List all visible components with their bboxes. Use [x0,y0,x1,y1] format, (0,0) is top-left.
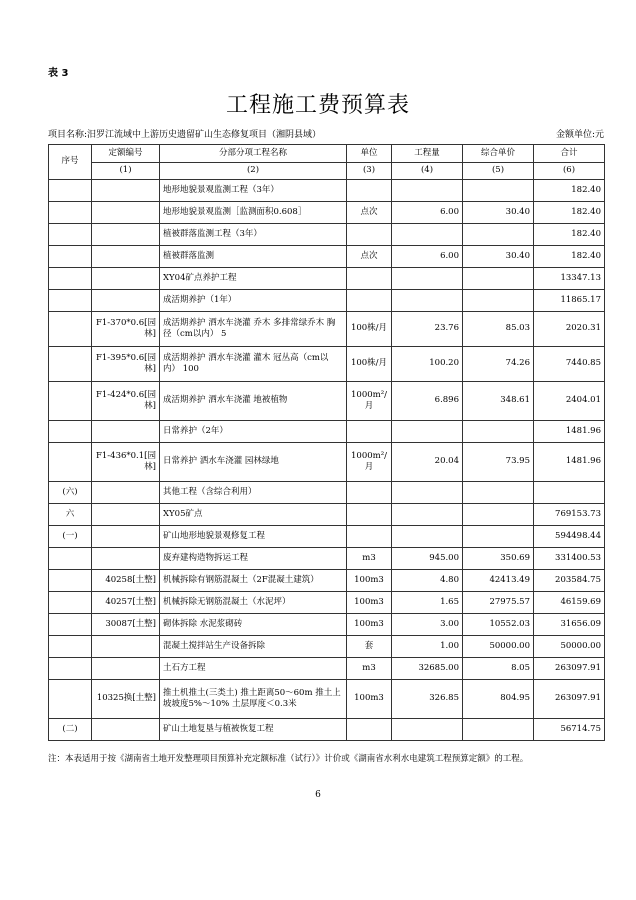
cell-name: 矿山地形地貌景观修复工程 [160,526,347,548]
cell-code: F1-424*0.6[园林] [92,382,160,421]
cell-total: 2020.31 [534,312,605,347]
cell-index [49,421,92,443]
cell-price: 85.03 [463,312,534,347]
cell-total: 263097.91 [534,658,605,680]
cell-code [92,636,160,658]
cell-index [49,592,92,614]
cell-qty: 100.20 [392,347,463,382]
header-item: 分部分项工程名称 [160,145,347,163]
cell-unit [347,421,392,443]
header-qty: 工程量 [392,145,463,163]
cell-qty: 23.76 [392,312,463,347]
cell-total: 13347.13 [534,268,605,290]
cell-index [49,202,92,224]
cell-name: 机械拆除有钢筋混凝土（2F混凝土建筑） [160,570,347,592]
cell-index [49,224,92,246]
meta-row [48,127,604,140]
cell-index [49,443,92,482]
table-row [49,421,605,443]
cell-code: F1-436*0.1[园林] [92,443,160,482]
cell-index [49,290,92,312]
cell-unit [347,719,392,741]
cell-qty: 6.00 [392,246,463,268]
cell-total: 331400.53 [534,548,605,570]
project-name: 项目名称:汨罗江流域中上游历史遗留矿山生态修复项目（湘阴县域） [48,130,322,140]
cell-qty [392,504,463,526]
cell-price: 10552.03 [463,614,534,636]
cell-total: 182.40 [534,180,605,202]
table-row [49,504,605,526]
cell-code: 30087[土整] [92,614,160,636]
table-row [49,614,605,636]
header-price: 综合单价 [463,145,534,163]
table-row [49,636,605,658]
cell-index: (一) [49,526,92,548]
cell-unit: 100m3 [347,592,392,614]
cell-index [49,658,92,680]
cell-code: F1-395*0.6[园林] [92,347,160,382]
cell-code [92,482,160,504]
cell-unit: 100株/月 [347,347,392,382]
cell-code [92,180,160,202]
cell-name: 日常养护（2年） [160,421,347,443]
cell-unit: 1000m²/月 [347,443,392,482]
cell-index [49,246,92,268]
cell-price: 8.05 [463,658,534,680]
header-index: 序号 [49,145,92,180]
table-row [49,246,605,268]
cell-price [463,290,534,312]
cell-unit: 点次 [347,202,392,224]
cell-index [49,548,92,570]
cell-index [49,680,92,719]
cell-total: 2404.01 [534,382,605,421]
header-num-total: (6) [534,163,605,180]
cell-unit [347,268,392,290]
cell-price [463,504,534,526]
cell-price: 42413.49 [463,570,534,592]
cell-qty: 945.00 [392,548,463,570]
cell-code [92,246,160,268]
cell-name: 土石方工程 [160,658,347,680]
cell-name: 机械拆除无钢筋混凝土（水泥坪） [160,592,347,614]
cell-qty: 20.04 [392,443,463,482]
cell-code [92,202,160,224]
currency-unit: 金额单位:元 [555,130,604,140]
cell-price: 804.95 [463,680,534,719]
cell-code [92,224,160,246]
cell-code [92,290,160,312]
cell-unit [347,290,392,312]
cell-price: 73.95 [463,443,534,482]
budget-table [48,144,605,741]
cell-total: 46159.69 [534,592,605,614]
table-row [49,719,605,741]
cell-price [463,482,534,504]
cell-total: 182.40 [534,202,605,224]
cell-name: 植被群落监测 [160,246,347,268]
table-row [49,592,605,614]
cell-unit [347,224,392,246]
cell-name: 成活期养护 洒水车浇灌 地被植物 [160,382,347,421]
cell-name: 推土机推土(三类土) 推土距离50～60m 推土上坡坡度5%～10% 土层厚度＜0.3米 [160,680,347,719]
cell-qty: 6.00 [392,202,463,224]
cell-name: 成活期养护（1年） [160,290,347,312]
table-label: 表 3 [48,68,69,79]
cell-qty [392,224,463,246]
table-row [49,526,605,548]
cell-code [92,719,160,741]
header-num-unit: (3) [347,163,392,180]
cell-total: 263097.91 [534,680,605,719]
cell-price: 350.69 [463,548,534,570]
cell-unit: 100株/月 [347,312,392,347]
cell-qty: 6.896 [392,382,463,421]
cell-price: 50000.00 [463,636,534,658]
cell-price: 30.40 [463,202,534,224]
table-row [49,224,605,246]
cell-qty: 3.00 [392,614,463,636]
cell-code [92,658,160,680]
cell-qty [392,719,463,741]
table-row [49,347,605,382]
cell-name: 混凝土搅拌站生产设备拆除 [160,636,347,658]
cell-unit: 100m3 [347,570,392,592]
page-title: 工程施工费预算表 [225,93,410,118]
cell-name: XY04矿点养护工程 [160,268,347,290]
cell-qty [392,526,463,548]
cell-index [49,268,92,290]
cell-qty: 1.00 [392,636,463,658]
cell-unit [347,482,392,504]
cell-index [49,180,92,202]
cell-total: 769153.73 [534,504,605,526]
cell-qty: 4.80 [392,570,463,592]
table-row [49,202,605,224]
cell-name: XY05矿点 [160,504,347,526]
cell-index [49,570,92,592]
cell-qty [392,421,463,443]
cell-qty: 326.85 [392,680,463,719]
cell-total: 182.40 [534,224,605,246]
header-num-item: (2) [160,163,347,180]
cell-name: 地形地貌景观监测工程（3年） [160,180,347,202]
cell-code: 40258[土整] [92,570,160,592]
cell-name: 废弃建构造物拆运工程 [160,548,347,570]
cell-name: 植被群落监测工程（3年） [160,224,347,246]
cell-unit: 100m3 [347,680,392,719]
cell-total: 56714.75 [534,719,605,741]
header-total: 合计 [534,145,605,163]
cell-name: 成活期养护 洒水车浇灌 灌木 冠丛高（cm以内） 100 [160,347,347,382]
cell-total: 1481.96 [534,443,605,482]
cell-code [92,268,160,290]
cell-price [463,421,534,443]
cell-code: 10325换[土整] [92,680,160,719]
header-num-price: (5) [463,163,534,180]
table-row [49,290,605,312]
cell-code [92,548,160,570]
cell-qty [392,180,463,202]
cell-unit: 套 [347,636,392,658]
cell-index [49,382,92,421]
page-number: 6 [315,790,321,800]
cell-name: 日常养护 洒水车浇灌 园林绿地 [160,443,347,482]
table-row [49,268,605,290]
cell-total: 7440.85 [534,347,605,382]
cell-index: (二) [49,719,92,741]
table-row [49,570,605,592]
cell-unit: 100m3 [347,614,392,636]
cell-price [463,268,534,290]
cell-name: 成活期养护 洒水车浇灌 乔木 多排常绿乔木 胸径（cm以内） 5 [160,312,347,347]
cell-total: 182.40 [534,246,605,268]
header-code: 定额编号 [92,145,160,163]
cell-price: 348.61 [463,382,534,421]
table-row [49,680,605,719]
table-row [49,482,605,504]
table-row [49,443,605,482]
cell-qty [392,482,463,504]
cell-index [49,614,92,636]
cell-unit: 1000m²/月 [347,382,392,421]
cell-index: 六 [49,504,92,526]
cell-index [49,636,92,658]
cell-total: 31656.09 [534,614,605,636]
cell-code [92,504,160,526]
cell-index: (六) [49,482,92,504]
cell-code [92,421,160,443]
cell-name: 矿山土地复垦与植被恢复工程 [160,719,347,741]
header-num-code: (1) [92,163,160,180]
table-row [49,312,605,347]
cell-index [49,347,92,382]
table-row [49,658,605,680]
cell-total: 1481.96 [534,421,605,443]
cell-index [49,312,92,347]
cell-unit: 点次 [347,246,392,268]
cell-unit: m3 [347,658,392,680]
cell-unit [347,504,392,526]
cell-qty [392,290,463,312]
cell-price [463,180,534,202]
cell-total: 11865.17 [534,290,605,312]
header-unit: 单位 [347,145,392,163]
cell-code: 40257[土整] [92,592,160,614]
cell-price: 74.26 [463,347,534,382]
cell-price: 27975.57 [463,592,534,614]
header-num-qty: (4) [392,163,463,180]
cell-total: 594498.44 [534,526,605,548]
cell-total: 50000.00 [534,636,605,658]
cell-unit [347,526,392,548]
cell-unit: m3 [347,548,392,570]
cell-name: 其他工程（含综合利用） [160,482,347,504]
table-row [49,548,605,570]
table-row [49,382,605,421]
cell-name: 砌体拆除 水泥浆砌砖 [160,614,347,636]
cell-qty: 32685.00 [392,658,463,680]
cell-qty [392,268,463,290]
cell-price: 30.40 [463,246,534,268]
cell-price [463,526,534,548]
cell-price [463,719,534,741]
footnote: 注：本表适用于按《湖南省土地开发整理项目预算补充定额标准（试行）》计价或《湖南省水利水电建筑工程预算定额》的工程。 [48,754,529,764]
table-row [49,180,605,202]
cell-code [92,526,160,548]
cell-price [463,224,534,246]
cell-unit [347,180,392,202]
cell-total [534,482,605,504]
cell-code: F1-370*0.6[园林] [92,312,160,347]
cell-total: 203584.75 [534,570,605,592]
cell-name: 地形地貌景观监测［监测面积0.608］ [160,202,347,224]
cell-qty: 1.65 [392,592,463,614]
